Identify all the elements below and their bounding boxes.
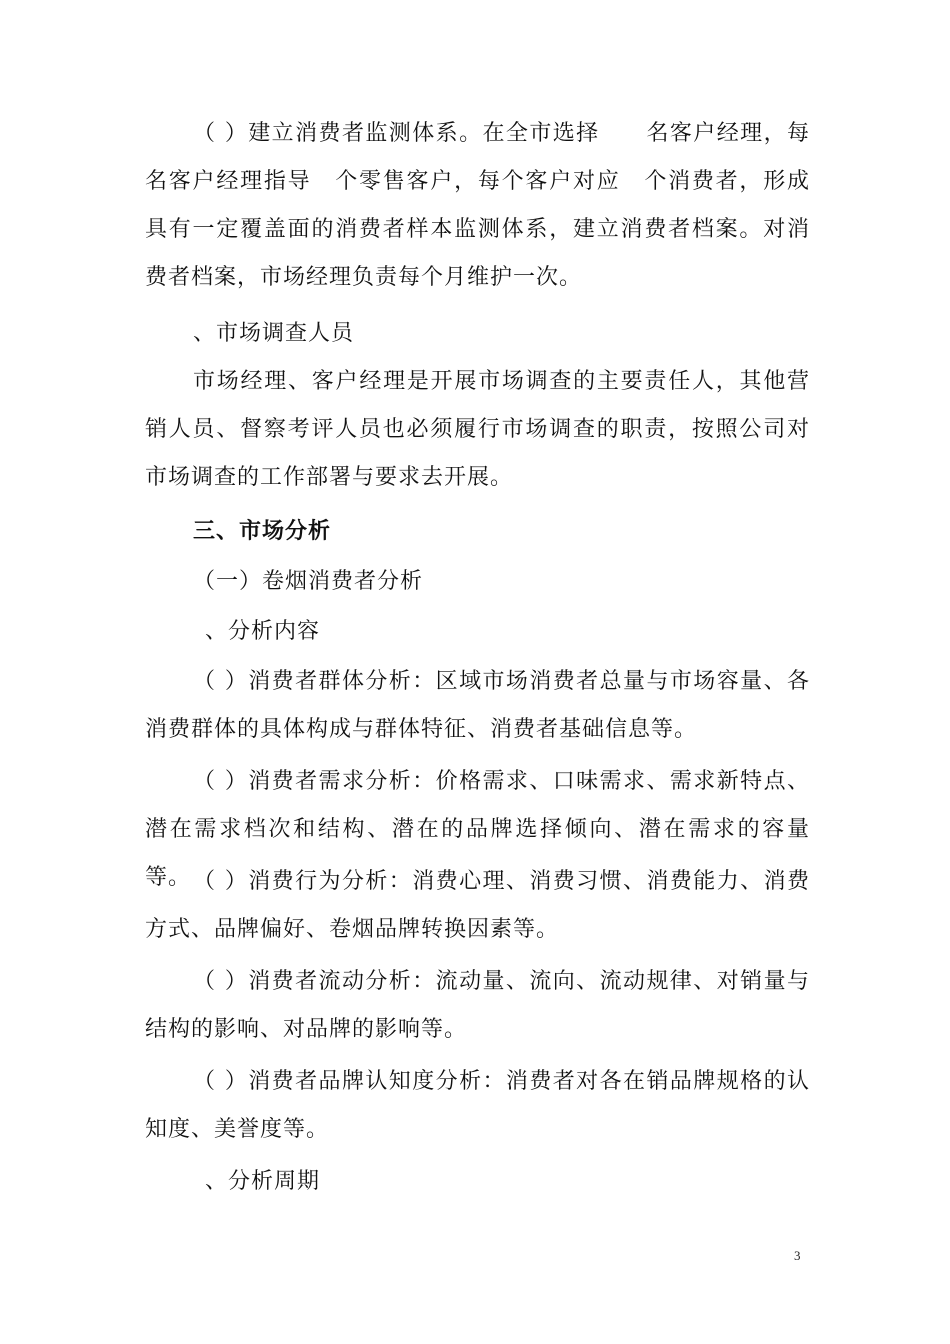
paragraph-mobility-analysis: （ ）消费者流动分析：流动量、流向、流动规律、对销量与结构的影响、对品牌的影响等。 xyxy=(145,969,810,1042)
page-number: 3 xyxy=(794,1248,801,1263)
subheading-analysis-period: 、分析周期 xyxy=(205,1169,321,1194)
subheading-survey-staff: 、市场调查人员 xyxy=(193,321,355,346)
paragraph-consumer-monitoring: （ ）建立消费者监测体系。在全市选择 名客户经理，每名客户经理指导 个零售客户，每个客户对应 个消费者，形成具有一定覆盖面的消费者样本监测体系，建立消费者档案。对消费者档案，市场经理负责每个月维护一次。 xyxy=(145,121,810,290)
paragraph-group-analysis: （ ）消费者群体分析：区域市场消费者总量与市场容量、各消费群体的具体构成与群体特征、消费者基础信息等。 xyxy=(145,669,810,742)
paragraph-survey-staff: 市场经理、客户经理是开展市场调查的主要责任人，其他营销人员、督察考评人员也必须履行市场调查的职责，按照公司对市场调查的工作部署与要求去开展。 xyxy=(145,369,810,490)
paragraph-demand-analysis: （ ）消费者需求分析：价格需求、口味需求、需求新特点、潜在需求档次和结构、潜在的品牌选择倾向、潜在需求的容量等。 xyxy=(145,769,810,890)
subheading-analysis-content: 、分析内容 xyxy=(205,619,321,644)
paragraph-brand-awareness-analysis: （ ）消费者品牌认知度分析：消费者对各在销品牌规格的认知度、美誉度等。 xyxy=(145,1069,810,1142)
paragraph-behavior-analysis: （ ）消费行为分析：消费心理、消费习惯、消费能力、消费方式、品牌偏好、卷烟品牌转换因素等。 xyxy=(145,869,810,942)
section-heading-market-analysis: 三、市场分析 xyxy=(193,519,332,544)
subsection-heading-consumer-analysis: （一）卷烟消费者分析 xyxy=(193,569,424,594)
